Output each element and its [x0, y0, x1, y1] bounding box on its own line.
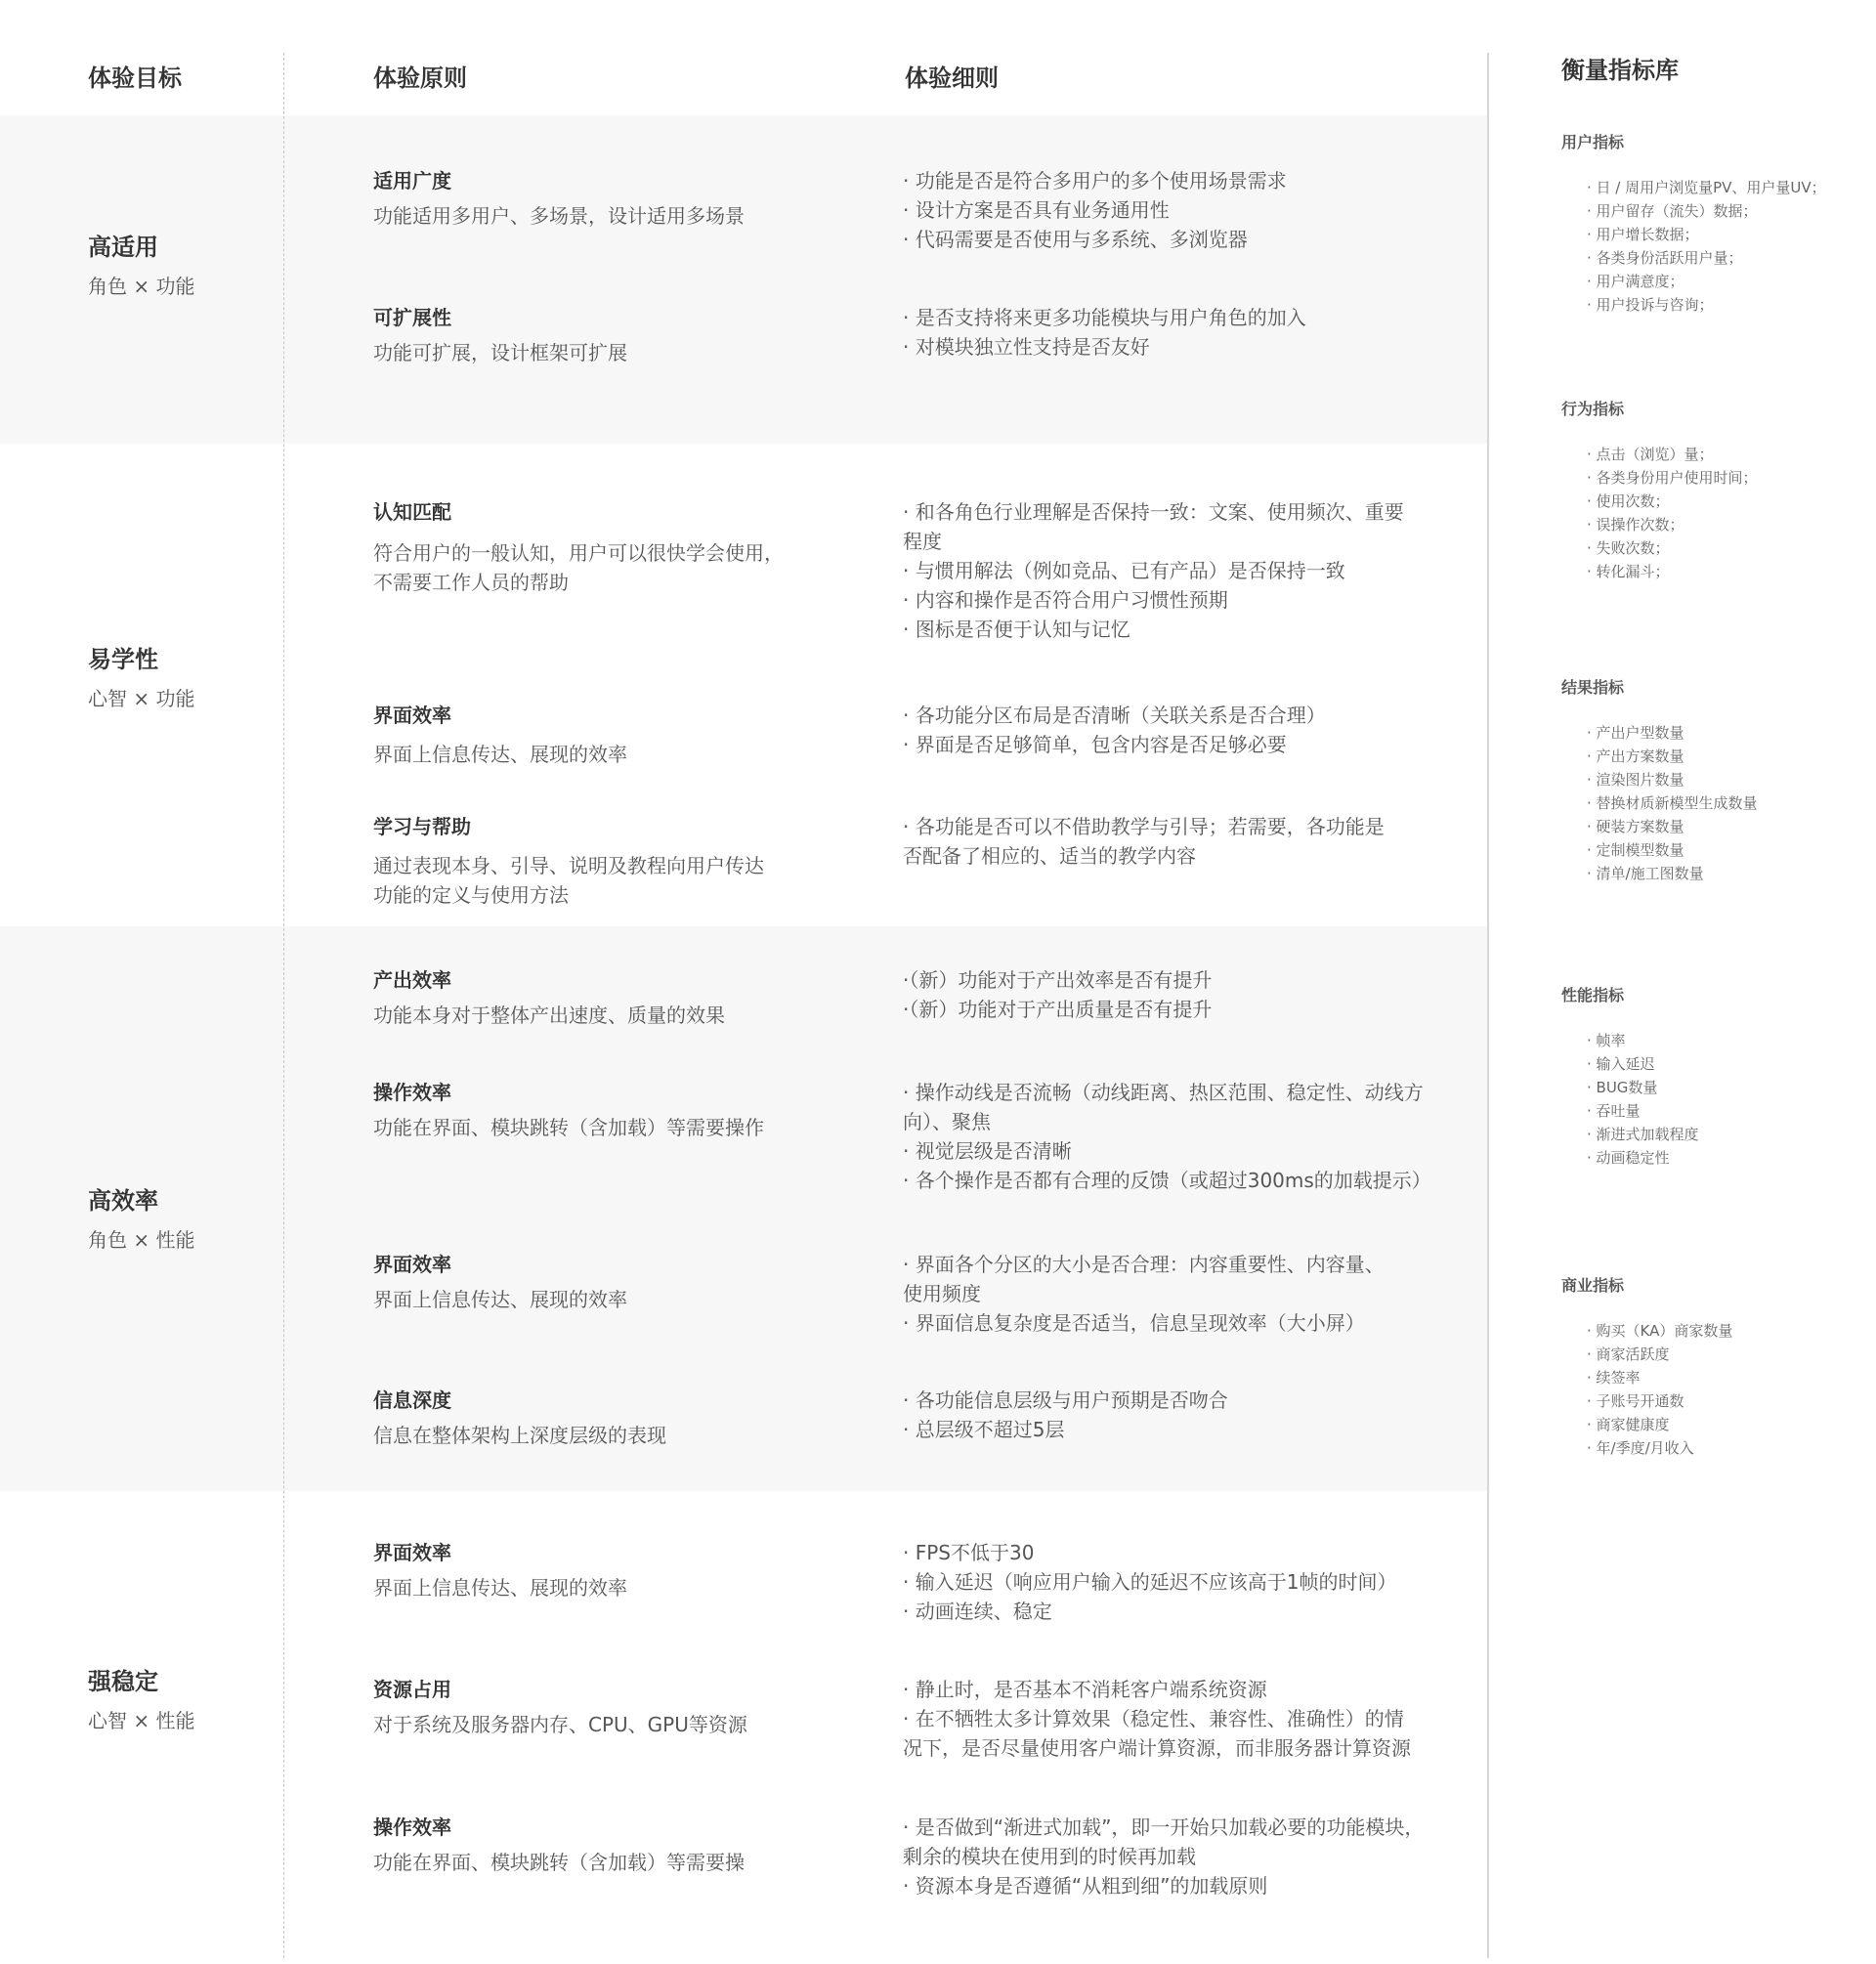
detail-list: [903, 1538, 1440, 1626]
principle-title: 界面效率: [373, 1253, 451, 1276]
principle: [373, 701, 823, 769]
desc-line: 界面上信息传达、展现的效率: [373, 1576, 627, 1600]
metric-item: · 续签率: [1587, 1369, 1641, 1387]
principle: [373, 965, 823, 1030]
detail-line: ·（新）功能对于产出效率是否有提升: [903, 968, 1213, 992]
desc-line: 不需要工作人员的帮助: [373, 571, 569, 594]
metric-item: · 购买（KA）商家数量: [1587, 1322, 1733, 1340]
detail-list: [903, 812, 1440, 871]
metric-list: [1561, 721, 1758, 885]
principle: [373, 1813, 823, 1877]
metric-item: · 点击（浏览）量；: [1587, 446, 1714, 463]
detail-list: [903, 1386, 1440, 1444]
principle: [373, 1538, 823, 1602]
detail-line: · 界面各个分区的大小是否合理：内容重要性、内容量、: [903, 1253, 1385, 1276]
detail-line: · 各功能是否可以不借助教学与引导；若需要，各功能是: [903, 815, 1385, 838]
principle-desc: [373, 338, 823, 367]
detail-list: [903, 965, 1440, 1024]
metric-item: · 各类身份用户使用时间；: [1587, 469, 1758, 487]
detail-line: · 输入延迟（响应用户输入的延迟不应该高于1帧的时间）: [903, 1570, 1397, 1594]
detail-list: [903, 166, 1440, 254]
metric-item: · 硬装方案数量: [1587, 818, 1684, 835]
detail-line: ·（新）功能对于产出质量是否有提升: [903, 998, 1213, 1021]
metric-category-title: 商业指标: [1561, 1276, 1625, 1295]
header-metrics-library: 衡量指标库: [1561, 57, 1679, 84]
metric-item: · 各类身份活跃用户量；: [1587, 249, 1743, 267]
principle-desc: [373, 1001, 823, 1030]
detail-line: · 界面信息复杂度是否适当，信息呈现效率（大小屏）: [903, 1311, 1365, 1335]
metric-item: · 输入延迟: [1587, 1055, 1655, 1073]
metric-item: · 年/季度/月收入: [1587, 1439, 1694, 1457]
detail-line: · FPS不低于30: [903, 1541, 1035, 1564]
desc-line: 功能可扩展，设计框架可扩展: [373, 341, 627, 364]
detail-line: 使用频度: [903, 1282, 981, 1305]
detail-line: · 代码需要是否使用与多系统、多浏览器: [903, 228, 1248, 251]
detail-list: [903, 1675, 1440, 1763]
detail-line: 程度: [903, 530, 942, 553]
metric-item: · 清单/施工图数量: [1587, 865, 1704, 882]
metric-item: · 帧率: [1587, 1032, 1626, 1049]
metric-item: · 替换材质新模型生成数量: [1587, 794, 1758, 812]
detail-line: · 在不牺牲太多计算效果（稳定性、兼容性、准确性）的情: [903, 1707, 1404, 1730]
detail-list: [903, 497, 1440, 644]
metric-item: · 日 / 周用户浏览量PV、用户量UV；: [1587, 179, 1826, 196]
principle: [373, 1386, 823, 1450]
metric-category-user: [1561, 131, 1826, 317]
metric-item: · 产出方案数量: [1587, 747, 1684, 765]
metric-category-business: [1561, 1274, 1732, 1460]
detail-line: · 和各角色行业理解是否保持一致：文案、使用频次、重要: [903, 500, 1404, 524]
detail-line: · 操作动线是否流畅（动线距离、热区范围、稳定性、动线方: [903, 1081, 1424, 1104]
principle-desc: [373, 851, 823, 910]
desc-line: 通过表现本身、引导、说明及教程向用户传达: [373, 854, 764, 877]
principle-title: 产出效率: [373, 968, 451, 992]
metric-item: · 用户投诉与咨询；: [1587, 296, 1714, 314]
principle-title: 信息深度: [373, 1388, 451, 1412]
detail-line: · 功能是否是符合多用户的多个使用场景需求: [903, 169, 1287, 192]
metric-item: · 渲染图片数量: [1587, 771, 1684, 789]
metric-list: [1561, 1319, 1732, 1460]
detail-line: · 内容和操作是否符合用户习惯性预期: [903, 588, 1228, 612]
detail-line: · 各个操作是否都有合理的反馈（或超过300ms的加载提示）: [903, 1169, 1431, 1192]
principle-desc: [373, 1285, 823, 1314]
goal-title: 强稳定: [88, 1668, 158, 1695]
desc-line: 功能适用多用户、多场景，设计适用多场景: [373, 204, 745, 228]
principle: [373, 166, 823, 231]
goal-subtitle: 角色 × 性能: [88, 1228, 195, 1252]
column-divider-solid: [1487, 53, 1489, 1958]
metric-item: · 用户留存（流失）数据；: [1587, 202, 1758, 220]
metric-item: · BUG数量: [1587, 1079, 1658, 1096]
group-band-shaded: [0, 115, 1487, 444]
principle-title: 资源占用: [373, 1678, 451, 1701]
detail-line: · 界面是否足够简单，包含内容是否足够必要: [903, 733, 1287, 756]
detail-list: [903, 303, 1440, 362]
desc-line: 功能在界面、模块跳转（含加载）等需要操: [373, 1851, 745, 1874]
principle-title: 学习与帮助: [373, 815, 471, 838]
metric-item: · 子账号开通数: [1587, 1392, 1684, 1410]
metric-category-title: 性能指标: [1561, 986, 1625, 1004]
detail-list: [903, 701, 1440, 759]
metric-item: · 误操作次数；: [1587, 516, 1684, 534]
detail-line: · 视觉层级是否清晰: [903, 1139, 1072, 1163]
metric-list: [1561, 1029, 1699, 1170]
goal-subtitle: 角色 × 功能: [88, 275, 195, 298]
goal-title: 高适用: [88, 234, 158, 261]
column-divider-dashed: [283, 53, 284, 1958]
metric-item: · 产出户型数量: [1587, 724, 1684, 742]
principle-title: 认知匹配: [373, 500, 451, 524]
desc-line: 信息在整体架构上深度层级的表现: [373, 1424, 666, 1447]
header-principle: 体验原则: [373, 64, 467, 92]
principle-title: 适用广度: [373, 169, 451, 192]
detail-line: 向）、聚焦: [903, 1110, 991, 1133]
metric-list: [1561, 443, 1758, 583]
detail-line: · 各功能分区布局是否清晰（关联关系是否合理）: [903, 704, 1326, 727]
detail-line: · 图标是否便于认知与记忆: [903, 618, 1130, 641]
desc-line: 界面上信息传达、展现的效率: [373, 743, 627, 766]
detail-list: [903, 1813, 1440, 1900]
principle: [373, 1675, 823, 1739]
principle-title: 界面效率: [373, 704, 451, 727]
detail-line: · 对模块独立性支持是否友好: [903, 335, 1150, 359]
metric-item: · 商家活跃度: [1587, 1345, 1670, 1363]
principle-desc: [373, 740, 823, 769]
principle-title: 操作效率: [373, 1815, 451, 1839]
metric-item: · 转化漏斗；: [1587, 563, 1670, 580]
principle: [373, 303, 823, 367]
desc-line: 界面上信息传达、展现的效率: [373, 1288, 627, 1311]
metric-item: · 渐进式加载程度: [1587, 1126, 1699, 1143]
detail-line: · 资源本身是否遵循“从粗到细”的加载原则: [903, 1874, 1268, 1898]
principle: [373, 1250, 823, 1314]
principle: [373, 812, 823, 910]
desc-line: 功能在界面、模块跳转（含加载）等需要操作: [373, 1116, 764, 1139]
goal-title: 易学性: [88, 646, 158, 673]
detail-line: 否配备了相应的、适当的教学内容: [903, 844, 1196, 868]
metric-item: · 失败次数；: [1587, 539, 1670, 557]
principle-title: 操作效率: [373, 1081, 451, 1104]
detail-line: 况下，是否尽量使用客户端计算资源，而非服务器计算资源: [903, 1736, 1411, 1760]
principle-desc: [373, 1573, 823, 1602]
detail-line: · 是否支持将来更多功能模块与用户角色的加入: [903, 306, 1306, 329]
principle-desc: [373, 1421, 823, 1450]
detail-list: [903, 1078, 1440, 1195]
metric-category-performance: [1561, 984, 1699, 1170]
header-goal: 体验目标: [88, 64, 182, 92]
desc-line: 功能本身对于整体产出速度、质量的效果: [373, 1003, 725, 1027]
detail-line: · 总层级不超过5层: [903, 1418, 1065, 1441]
metric-item: · 商家健康度: [1587, 1416, 1670, 1433]
header-detail: 体验细则: [905, 64, 999, 92]
goal-block: [88, 1665, 194, 1735]
principle-title: 可扩展性: [373, 306, 451, 329]
principle: [373, 1078, 823, 1142]
detail-list: [903, 1250, 1440, 1338]
principle: [373, 497, 823, 597]
principle-desc: [373, 1848, 823, 1877]
principle-desc: [373, 538, 823, 597]
metric-category-title: 结果指标: [1561, 678, 1625, 697]
principle-desc: [373, 1113, 823, 1142]
metric-item: · 使用次数；: [1587, 492, 1670, 510]
metric-item: · 定制模型数量: [1587, 841, 1684, 859]
goal-block: [88, 1184, 194, 1255]
metric-category-behavior: [1561, 398, 1758, 583]
detail-line: · 是否做到“渐进式加载”，即一开始只加载必要的功能模块，: [903, 1815, 1425, 1839]
principle-title: 界面效率: [373, 1541, 451, 1564]
desc-line: 功能的定义与使用方法: [373, 883, 569, 907]
desc-line: 对于系统及服务器内存、CPU、GPU等资源: [373, 1713, 747, 1736]
metric-category-title: 用户指标: [1561, 133, 1625, 151]
metric-item: · 用户满意度；: [1587, 273, 1684, 290]
metric-item: · 用户增长数据；: [1587, 226, 1699, 243]
goal-block: [88, 643, 194, 713]
goal-title: 高效率: [88, 1187, 158, 1215]
detail-line: · 各功能信息层级与用户预期是否吻合: [903, 1388, 1228, 1412]
detail-line: · 动画连续、稳定: [903, 1600, 1052, 1623]
detail-line: 剩余的模块在使用到的时候再加载: [903, 1845, 1196, 1868]
detail-line: · 静止时，是否基本不消耗客户端系统资源: [903, 1678, 1267, 1701]
detail-line: · 设计方案是否具有业务通用性: [903, 198, 1170, 222]
metric-item: · 动画稳定性: [1587, 1149, 1670, 1167]
goal-subtitle: 心智 × 功能: [88, 687, 195, 710]
desc-line: 符合用户的一般认知，用户可以很快学会使用，: [373, 541, 784, 565]
principle-desc: [373, 1710, 823, 1739]
metric-list: [1561, 176, 1826, 317]
metric-category-title: 行为指标: [1561, 400, 1625, 418]
principle-desc: [373, 201, 823, 231]
metric-category-result: [1561, 676, 1758, 885]
goal-block: [88, 231, 194, 301]
goal-subtitle: 心智 × 性能: [88, 1709, 195, 1732]
metric-item: · 吞吐量: [1587, 1102, 1641, 1120]
detail-line: · 与惯用解法（例如竞品、已有产品）是否保持一致: [903, 559, 1345, 582]
